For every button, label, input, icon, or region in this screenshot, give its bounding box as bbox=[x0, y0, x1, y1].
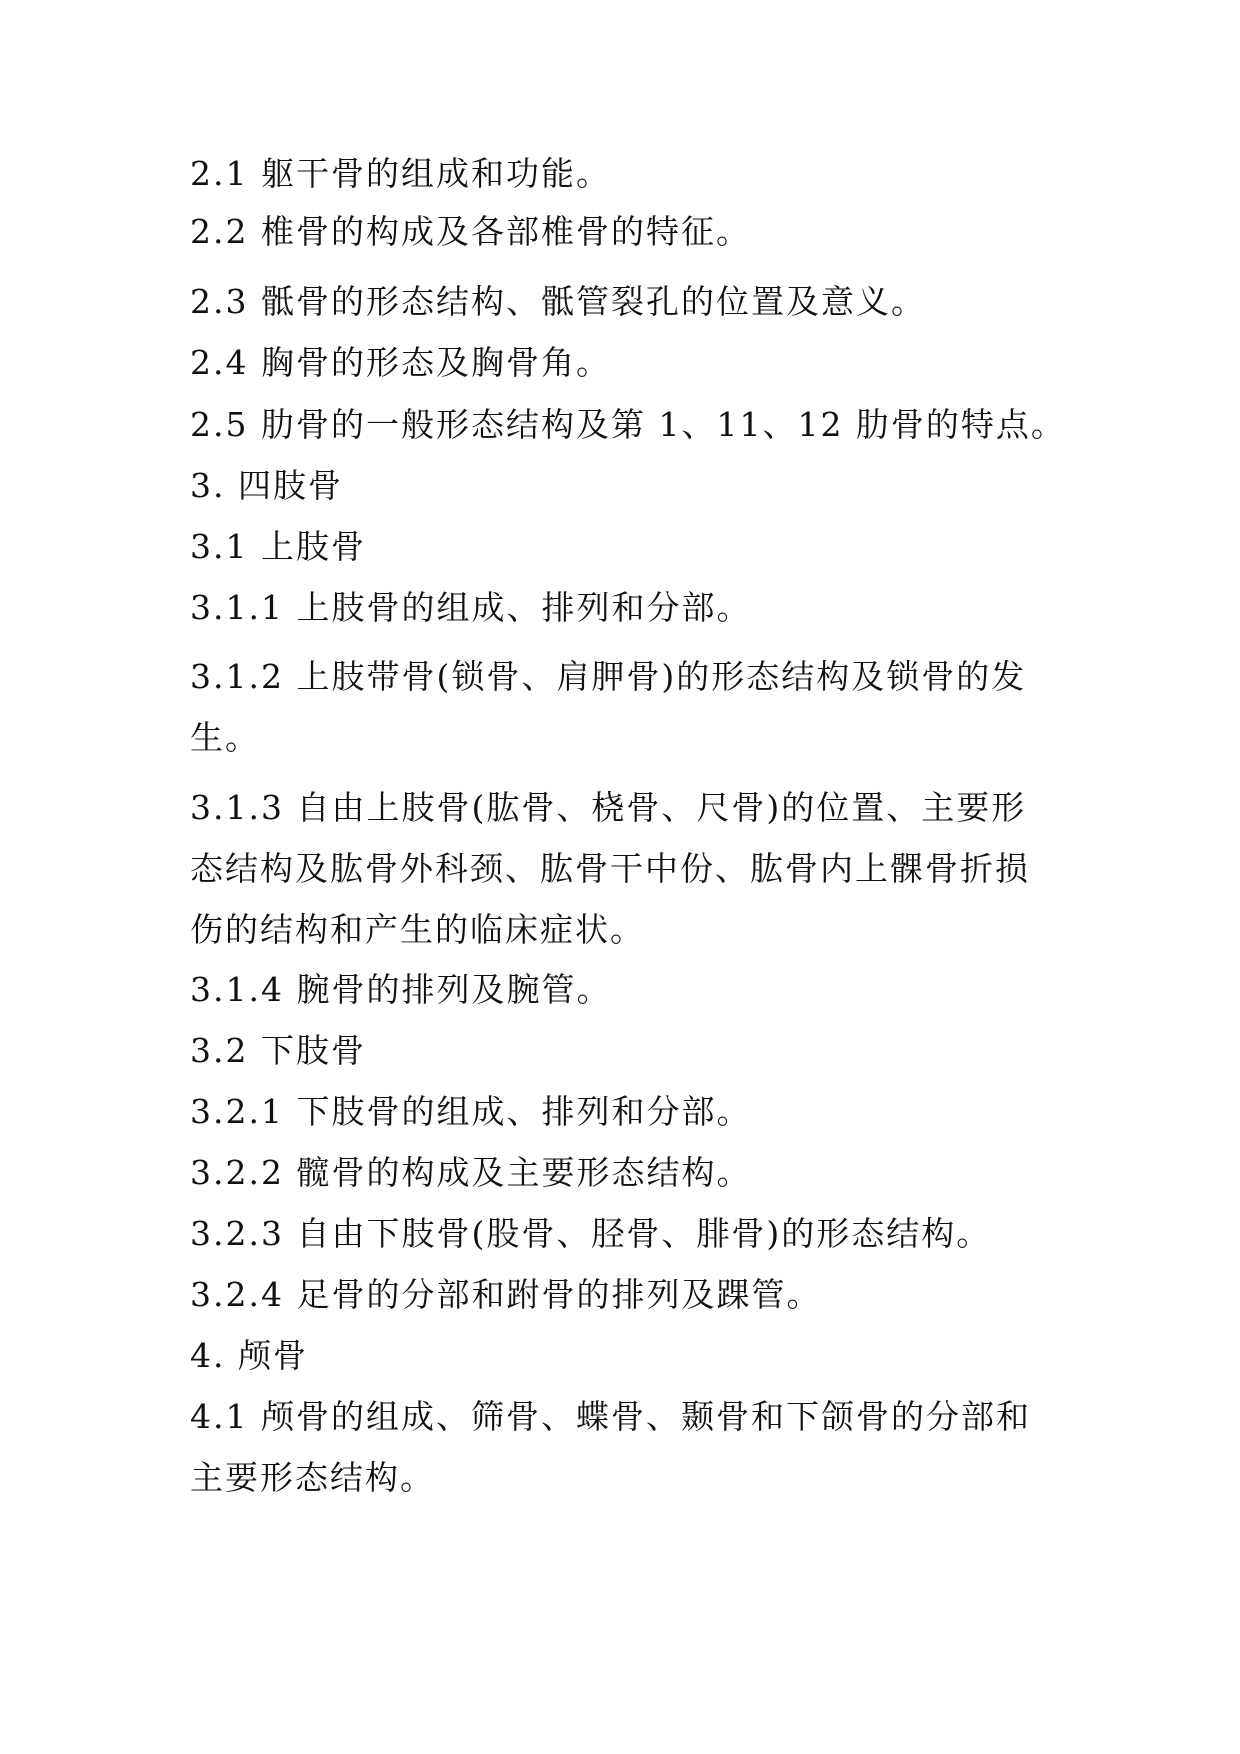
section-heading: 4. 颅骨 bbox=[190, 1336, 308, 1375]
section-heading: 3. 四肢骨 bbox=[190, 466, 343, 505]
text-line: 4.1 颅骨的组成、筛骨、蝶骨、颞骨和下颌骨的分部和 bbox=[190, 1397, 1031, 1436]
text-line: 3.2.4 足骨的分部和跗骨的排列及踝管。 bbox=[190, 1275, 822, 1314]
text-line: 3.1.1 上肢骨的组成、排列和分部。 bbox=[190, 588, 752, 627]
text-line: 伤的结构和产生的临床症状。 bbox=[190, 910, 645, 949]
text-line: 3.2.3 自由下肢骨(股骨、胫骨、腓骨)的形态结构。 bbox=[190, 1214, 992, 1253]
text-line: 2.2 椎骨的构成及各部椎骨的特征。 bbox=[190, 212, 751, 251]
text-line: 态结构及肱骨外科颈、肱骨干中份、肱骨内上髁骨折损 bbox=[190, 849, 1030, 888]
text-line: 生。 bbox=[190, 718, 260, 757]
text-line: 2.3 骶骨的形态结构、骶管裂孔的位置及意义。 bbox=[190, 282, 926, 321]
text-line: 2.5 肋骨的一般形态结构及第 1、11、12 肋骨的特点。 bbox=[190, 405, 1066, 444]
text-line: 3.2.2 髋骨的构成及主要形态结构。 bbox=[190, 1153, 752, 1192]
text-line: 主要形态结构。 bbox=[190, 1458, 435, 1497]
text-line: 2.4 胸骨的形态及胸骨角。 bbox=[190, 343, 611, 382]
text-line: 3.2.1 下肢骨的组成、排列和分部。 bbox=[190, 1092, 752, 1131]
subsection-heading: 3.2 下肢骨 bbox=[190, 1031, 366, 1070]
subsection-heading: 3.1 上肢骨 bbox=[190, 527, 366, 566]
text-line: 3.1.4 腕骨的排列及腕管。 bbox=[190, 970, 612, 1009]
text-line: 3.1.3 自由上肢骨(肱骨、桡骨、尺骨)的位置、主要形 bbox=[190, 788, 1027, 827]
text-line: 2.1 躯干骨的组成和功能。 bbox=[190, 154, 611, 193]
text-line: 3.1.2 上肢带骨(锁骨、肩胛骨)的形态结构及锁骨的发 bbox=[190, 657, 1027, 696]
